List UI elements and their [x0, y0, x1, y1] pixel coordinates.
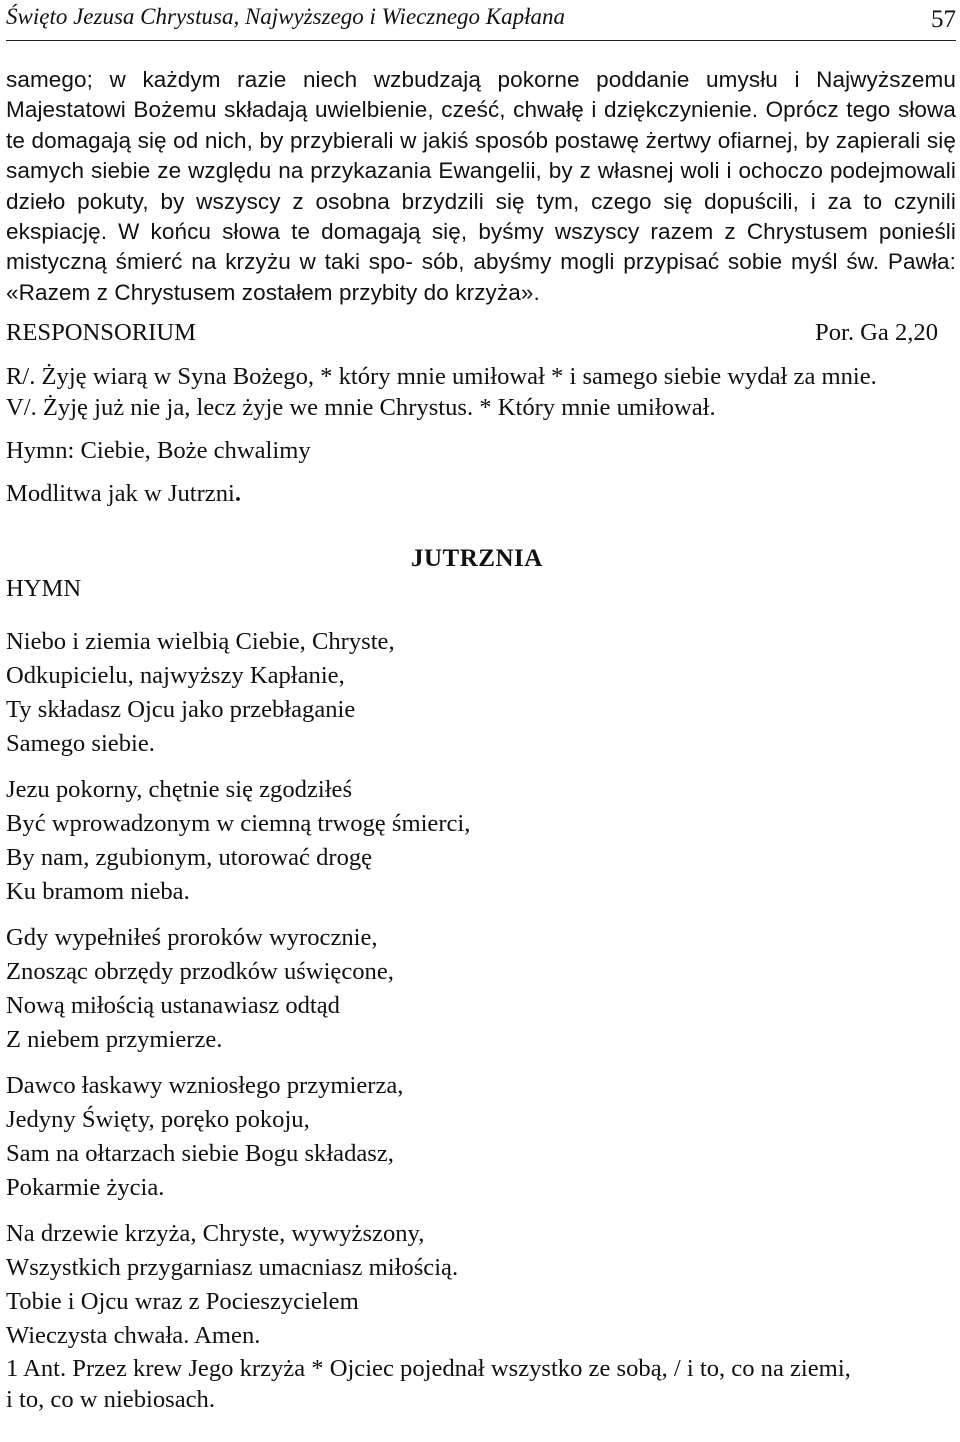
reading-line: ofiarnej, by zapierali się samych siebie ze względu na przykazania Ewangelii, by: [6, 127, 956, 184]
reading-line: samego; w każdym razie niech wzbudzają pokorne poddanie umysłu i Najwyższemu: [6, 67, 956, 92]
verse-line: Być wprowadzonym w ciemną trwogę śmierci,: [6, 810, 471, 838]
hymn-stanza: [6, 1069, 956, 1205]
reading-line: Majestatowi Bożemu składają uwielbienie, cześć, chwałę i dziękczynienie. Oprócz: [6, 97, 839, 123]
verse-line: Gdy wypełniłeś proroków wyrocznie,: [6, 924, 378, 952]
responsory-response: R/. Żyję wiarą w Syna Bożego, * który mnie umiłował * i samego siebie wydał za mnie.: [6, 363, 877, 391]
reading-line: się tym, czego się dopuścili, i za to czynili ekspiację. W końcu słowa te domagają się,: [6, 188, 956, 245]
antiphon: [6, 1353, 956, 1415]
hymn-stanza: [6, 1217, 956, 1353]
page: [6, 0, 956, 1415]
verse-line: Dawco łaskawy wzniosłego przymierza,: [6, 1072, 404, 1100]
prayer-note: [6, 478, 956, 509]
reading-line: sób, abyśmy mogli przypisać sobie myśl św. Pawła: «Razem z Chrystusem zostałem: [6, 249, 957, 305]
reading-line: przybity do krzyża».: [339, 279, 540, 305]
verse-line: Nową miłością ustanawiasz odtąd: [6, 992, 340, 1020]
responsory-title: RESPONSORIUM: [6, 319, 196, 347]
reading-line: tego słowa te domagają się od nich, by przybierali w jakiś sposób postawę żertwy: [6, 97, 956, 153]
hymn-stanza: [6, 625, 956, 761]
antiphon-line: 1 Ant. Przez krew Jego krzyża * Ojciec pojednał wszystko ze sobą, / i to, co na ziemi,: [6, 1355, 851, 1383]
hour-title: JUTRZNIA: [411, 545, 543, 573]
verse-line: Niebo i ziemia wielbią Ciebie, Chryste,: [6, 628, 395, 656]
verse-line: Odkupicielu, najwyższy Kapłanie,: [6, 662, 345, 690]
verse-line: Wieczysta chwała. Amen.: [6, 1322, 261, 1350]
lauds-heading: [6, 545, 956, 625]
responsory-reference: Por. Ga 2,20: [815, 319, 938, 347]
hymn-stanza: [6, 921, 956, 1057]
verse-line: Na drzewie krzyża, Chryste, wywyższony,: [6, 1220, 425, 1248]
verse-line: Znosząc obrzędy przodków uświęcone,: [6, 958, 394, 986]
verse-line: Samego siebie.: [6, 730, 155, 758]
verse-line: Ku bramom nieba.: [6, 878, 190, 906]
verse-line: Pokarmie życia.: [6, 1174, 165, 1202]
verse-line: Tobie i Ojcu wraz z Pocieszycielem: [6, 1288, 359, 1316]
verse-line: Jezu pokorny, chętnie się zgodziłeś: [6, 776, 353, 804]
hymn-stanza: [6, 773, 956, 909]
reading-line: z własnej woli i ochoczo podejmowali dzieło pokuty, by wszyscy z osobna brzydzili: [6, 158, 956, 214]
reading-line: byśmy wszyscy razem z Chrystusem ponieśli mistyczną śmierć na krzyżu w taki spo-: [6, 219, 957, 275]
verse-line: Sam na ołtarzach siebie Bogu składasz,: [6, 1140, 394, 1168]
running-header: [6, 0, 956, 41]
responsory-heading: [6, 319, 956, 353]
verse-line: Wszystkich przygarniasz umacniasz miłością.: [6, 1254, 459, 1282]
reading-paragraph: [6, 65, 956, 308]
verse-line: Jedyny Święty, poręko pokoju,: [6, 1106, 310, 1134]
prayer-note-end: .: [234, 480, 241, 508]
antiphon-line: i to, co w niebiosach.: [6, 1386, 215, 1414]
hymn-label: HYMN: [6, 575, 82, 603]
verse-line: Ty składasz Ojcu jako przebłaganie: [6, 696, 356, 724]
running-title: Święto Jezusa Chrystusa, Najwyższego i Wiecznego Kapłana: [6, 4, 566, 29]
verse-line: By nam, zgubionym, utorować drogę: [6, 844, 373, 872]
hymn-note: Hymn: Ciebie, Boże chwalimy: [6, 437, 311, 465]
responsory-verse: V/. Żyję już nie ja, lecz żyje we mnie Chrystus. * Który mnie umiłował.: [6, 394, 716, 422]
verse-line: Z niebem przymierze.: [6, 1026, 223, 1054]
page-number: 57: [931, 6, 956, 33]
prayer-note-text: Modlitwa jak w Jutrzni: [6, 480, 235, 508]
